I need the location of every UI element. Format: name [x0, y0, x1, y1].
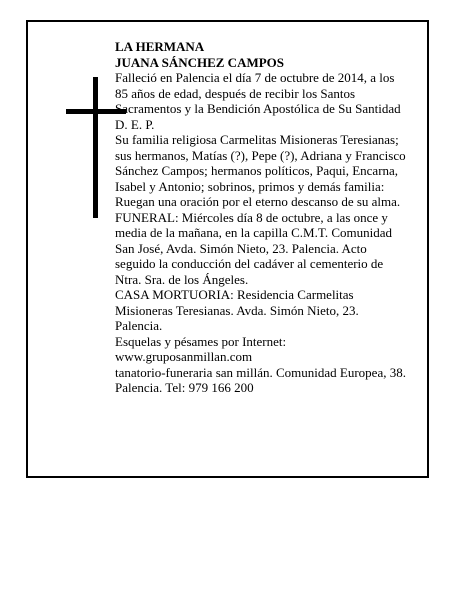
internet-line: Esquelas y pésames por Internet: — [115, 333, 287, 349]
house-line: Misioneras Teresianas. Avda. Simón Nieto, 23. — [115, 302, 359, 318]
notice-line: Falleció en Palencia el día 7 de octubre de 2014, a los — [115, 70, 395, 85]
funeral-line: FUNERAL: Miércoles día 8 de octubre, a las once y — [115, 209, 388, 225]
notice-line: Sánchez Campos; hermanos políticos, Paqui, Encarna, — [115, 163, 399, 178]
funeral-line: San José, Avda. Simón Nieto, 23. Palencia. Acto — [115, 240, 367, 256]
funeral-home-line: tanatorio-funeraria san millán. Comunidad Europea, 38. — [115, 364, 406, 380]
notice-line: 85 años de edad, después de recibir los Santos — [115, 85, 356, 101]
notice-line: Sacramentos y la Bendición Apostólica de Su Santidad — [115, 101, 401, 116]
notice-line: Su familia religiosa Carmelitas Misioneras Teresianas; — [115, 132, 399, 147]
funeral-line: Ntra. Sra. de los Ángeles. — [115, 271, 249, 287]
house-line: Palencia. — [115, 318, 163, 333]
website-line: www.gruposanmillan.com — [115, 349, 253, 364]
notice-line: D. E. P. — [115, 116, 155, 132]
funeral-line: media de la mañana, en la capilla C.M.T. Comunidad — [115, 225, 393, 240]
house-line: CASA MORTUORIA: Residencia Carmelitas — [115, 287, 354, 302]
funeral-line: seguido la conducción del cadáver al cementerio de — [115, 256, 384, 271]
notice-line: sus hermanos, Matías (?), Pepe (?), Adriana y Francisco — [115, 147, 406, 163]
cross-icon — [93, 77, 98, 218]
notice-line: Ruegan una oración por el eterno descanso de su alma. — [115, 194, 401, 209]
notice-heading: LA HERMANA — [115, 39, 205, 54]
funeral-home-line: Palencia. Tel: 979 166 200 — [115, 380, 254, 395]
deceased-name: JUANA SÁNCHEZ CAMPOS — [115, 54, 285, 70]
notice-line: Isabel y Antonio; sobrinos, primos y demás familia: — [115, 178, 385, 194]
obituary-text — [115, 39, 425, 396]
